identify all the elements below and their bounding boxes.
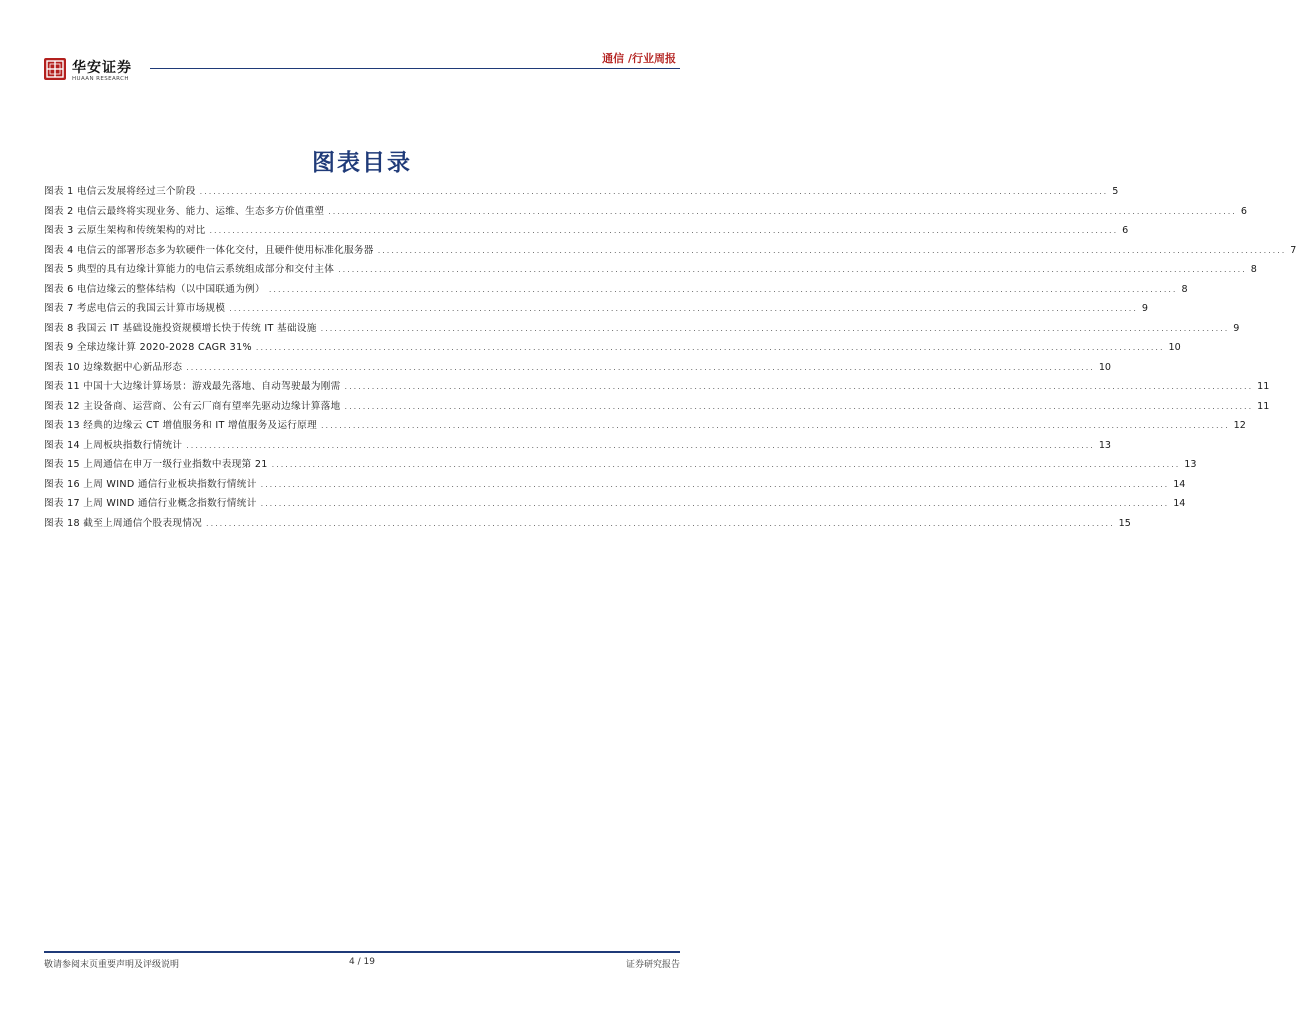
toc-title: 图表目录	[312, 150, 412, 176]
toc-dot-leader: ........................................................................................................................................................................................................	[338, 265, 1247, 274]
report-section-label: 通信 /行业周报	[602, 52, 676, 65]
toc-entry-title[interactable]: 图表 6 电信边缘云的整体结构（以中国联通为例）	[44, 283, 265, 295]
toc-entry[interactable]	[44, 339, 1181, 359]
toc-dot-leader: ........................................................................................................................................................................................................	[186, 440, 1095, 450]
toc-dot-leader: ........................................................................................................................................................................................................	[271, 460, 1181, 469]
toc-entry-title[interactable]: 图表 1 电信云发展将经过三个阶段	[44, 186, 196, 197]
toc-entry[interactable]	[44, 437, 1112, 457]
toc-entry-page[interactable]: 10	[1098, 361, 1112, 373]
toc-entry-page[interactable]: 12	[1233, 420, 1246, 431]
company-logo-icon	[44, 58, 66, 80]
toc-dot-leader: ........................................................................................................................................................................................................	[260, 499, 1170, 508]
company-name-cn: 华安证券	[72, 60, 132, 76]
toc-entry[interactable]	[44, 281, 1188, 301]
header-divider	[150, 68, 680, 69]
toc-dot-leader: ........................................................................................................................................................................................................	[377, 245, 1287, 255]
toc-dot-leader: ........................................................................................................................................................................................................	[260, 479, 1170, 489]
toc-entry-page[interactable]: 8	[1250, 264, 1257, 275]
toc-dot-leader: ........................................................................................................................................................................................................	[229, 304, 1138, 313]
toc-dot-leader: ........................................................................................................................................................................................................	[320, 323, 1230, 333]
toc-entry-page[interactable]: 5	[1112, 186, 1119, 197]
toc-entry-title[interactable]: 图表 7 考虑电信云的我国云计算市场规模	[44, 303, 226, 314]
toc-entry-page[interactable]: 14	[1173, 478, 1186, 490]
toc-dot-leader: ........................................................................................................................................................................................................	[328, 206, 1237, 216]
toc-entry-title[interactable]: 图表 12 主设备商、运营商、公有云厂商有望率先驱动边缘计算落地	[44, 400, 341, 412]
toc-entry-page[interactable]: 14	[1173, 498, 1186, 509]
toc-entry-page[interactable]: 8	[1181, 283, 1188, 295]
toc-entry-page[interactable]: 6	[1240, 205, 1247, 217]
toc-entry[interactable]	[44, 495, 1186, 515]
footer-disclaimer: 敬请参阅末页重要声明及评级说明	[44, 960, 180, 970]
toc-list	[44, 183, 1296, 534]
toc-entry-page[interactable]: 9	[1141, 303, 1148, 314]
toc-entry[interactable]	[44, 417, 1246, 437]
toc-entry-page[interactable]: 10	[1168, 342, 1181, 353]
company-name-en: HUAAN RESEARCH	[72, 76, 129, 82]
toc-entry[interactable]	[44, 183, 1119, 203]
toc-entry[interactable]	[44, 242, 1296, 262]
toc-dot-leader: ........................................................................................................................................................................................................	[206, 518, 1115, 528]
toc-entry-title[interactable]: 图表 2 电信云最终将实现业务、能力、运维、生态多方价值重塑	[44, 205, 325, 217]
toc-entry[interactable]	[44, 203, 1247, 223]
toc-entry-title[interactable]: 图表 16 上周 WIND 通信行业板块指数行情统计	[44, 478, 257, 490]
toc-entry[interactable]	[44, 320, 1240, 340]
toc-dot-leader: ........................................................................................................................................................................................................	[199, 187, 1109, 196]
toc-entry-title[interactable]: 图表 18 截至上周通信个股表现情况	[44, 517, 203, 529]
toc-entry[interactable]	[44, 300, 1148, 320]
toc-entry[interactable]	[44, 359, 1112, 379]
toc-dot-leader: ........................................................................................................................................................................................................	[186, 362, 1095, 372]
toc-entry[interactable]	[44, 398, 1270, 418]
toc-entry-page[interactable]: 11	[1257, 381, 1270, 392]
toc-dot-leader: ........................................................................................................................................................................................................	[255, 343, 1165, 352]
toc-entry-title[interactable]: 图表 11 中国十大边缘计算场景：游戏最先落地、自动驾驶最为刚需	[44, 381, 341, 392]
toc-entry-page[interactable]: 13	[1184, 459, 1197, 470]
toc-entry-title[interactable]: 图表 17 上周 WIND 通信行业概念指数行情统计	[44, 498, 257, 509]
toc-entry[interactable]	[44, 476, 1186, 496]
toc-entry-title[interactable]: 图表 14 上周板块指数行情统计	[44, 439, 183, 451]
toc-entry-title[interactable]: 图表 9 全球边缘计算 2020-2028 CAGR 31%	[44, 342, 252, 353]
toc-entry-title[interactable]: 图表 13 经典的边缘云 CT 增值服务和 IT 增值服务及运行原理	[44, 420, 318, 431]
toc-entry-title[interactable]: 图表 8 我国云 IT 基础设施投资规模增长快于传统 IT 基础设施	[44, 322, 317, 334]
toc-dot-leader: ........................................................................................................................................................................................................	[209, 226, 1119, 235]
toc-dot-leader: ........................................................................................................................................................................................................	[268, 284, 1178, 294]
toc-entry-page[interactable]: 13	[1098, 439, 1112, 451]
toc-entry-page[interactable]: 9	[1233, 322, 1240, 334]
toc-entry[interactable]	[44, 378, 1270, 398]
toc-entry-title[interactable]: 图表 4 电信云的部署形态多为软硬件一体化交付，且硬件使用标准化服务器	[44, 244, 374, 256]
toc-dot-leader: ........................................................................................................................................................................................................	[321, 421, 1230, 430]
toc-entry[interactable]	[44, 456, 1197, 476]
toc-entry-page[interactable]: 7	[1290, 244, 1296, 256]
toc-dot-leader: ........................................................................................................................................................................................................	[344, 401, 1254, 411]
toc-entry-title[interactable]: 图表 5 典型的具有边缘计算能力的电信云系统组成部分和交付主体	[44, 264, 335, 275]
toc-dot-leader: ........................................................................................................................................................................................................	[344, 382, 1254, 391]
toc-entry[interactable]	[44, 515, 1131, 535]
toc-entry-title[interactable]: 图表 10 边缘数据中心新品形态	[44, 361, 183, 373]
toc-entry[interactable]	[44, 222, 1129, 242]
toc-entry-page[interactable]: 6	[1122, 225, 1129, 236]
toc-entry-page[interactable]: 11	[1257, 400, 1270, 412]
toc-entry-title[interactable]: 图表 15 上周通信在申万一级行业指数中表现第 21	[44, 459, 268, 470]
page-number: 4 / 19	[349, 957, 375, 967]
toc-entry-title[interactable]: 图表 3 云原生架构和传统架构的对比	[44, 225, 206, 236]
report-type: 证券研究报告	[625, 960, 680, 970]
footer-divider	[44, 951, 680, 953]
toc-entry[interactable]	[44, 261, 1257, 281]
toc-entry-page[interactable]: 15	[1118, 517, 1131, 529]
